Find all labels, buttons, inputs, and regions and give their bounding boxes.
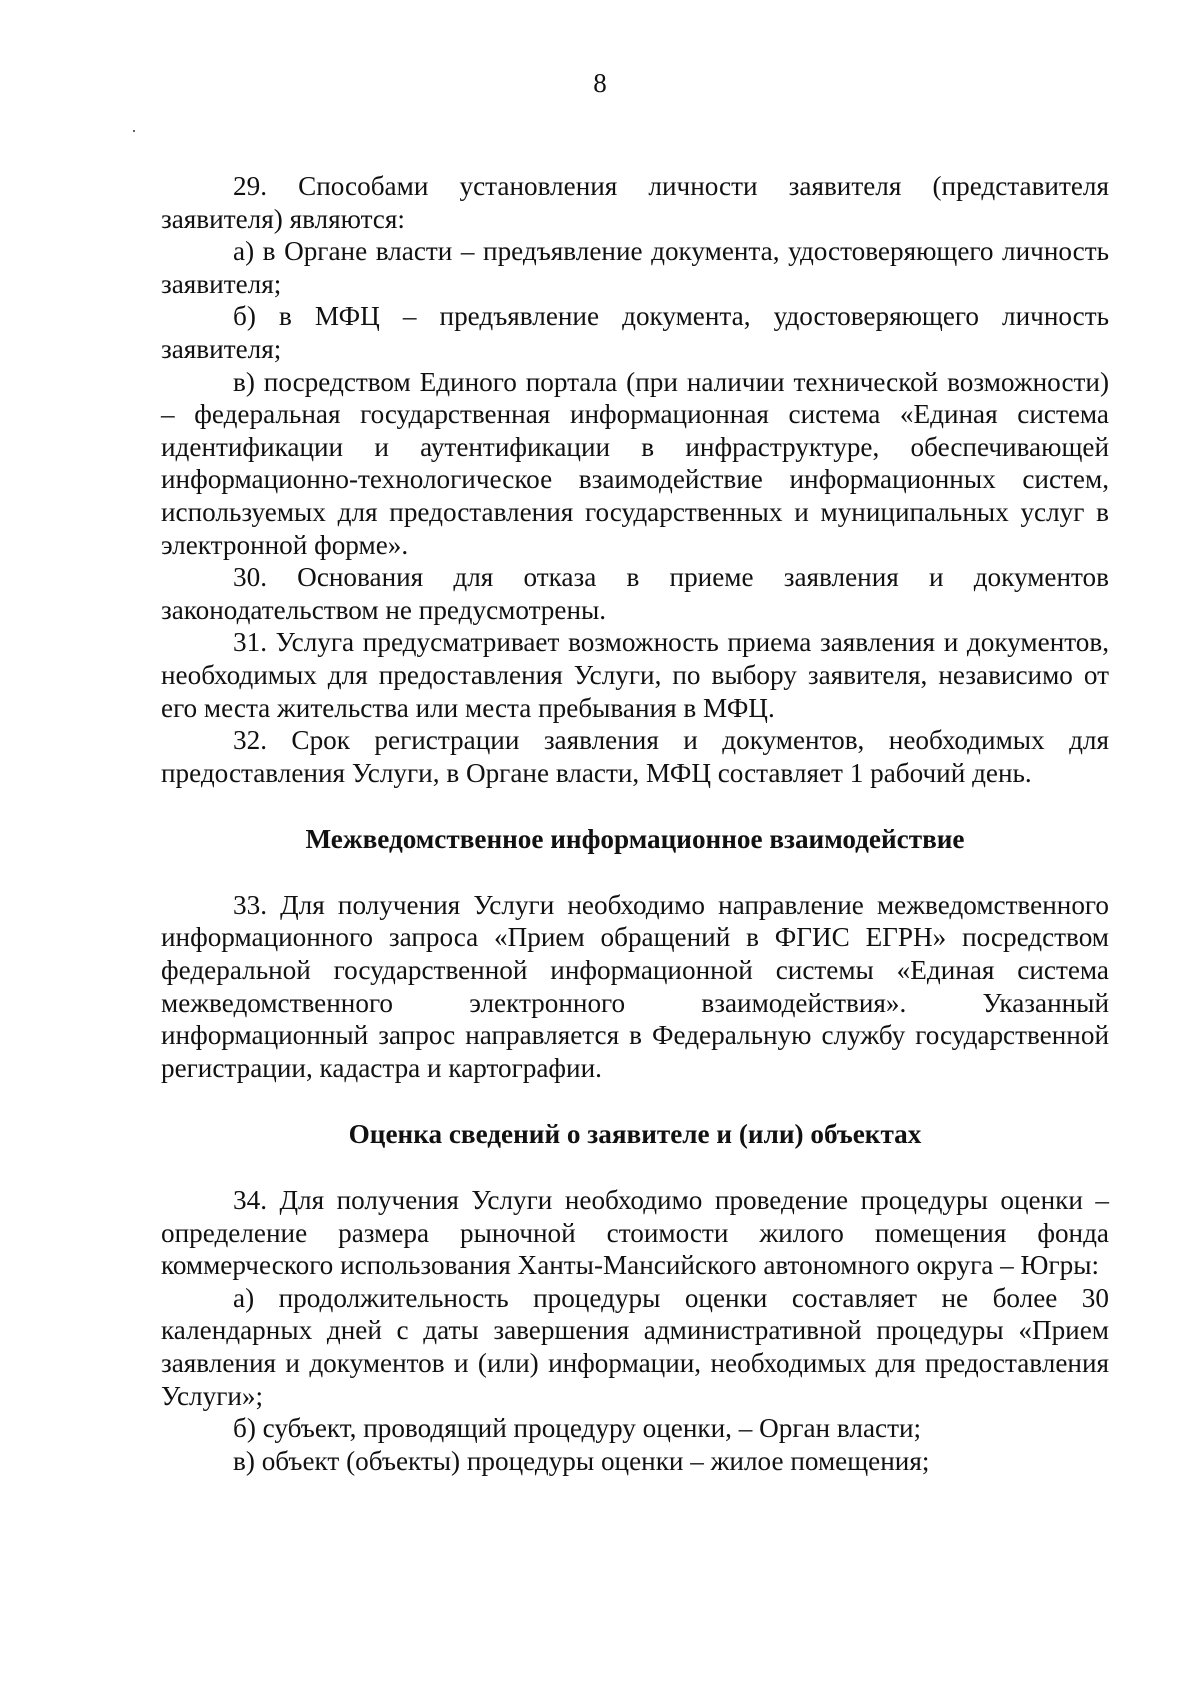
paragraph-34v: в) объект (объекты) процедуры оценки – жилое помещения; bbox=[233, 1445, 930, 1476]
paragraph-29b: б) в МФЦ – предъявление документа, удостоверяющего личность заявителя; bbox=[161, 301, 1109, 364]
paragraph-33: 33. Для получения Услуги необходимо направление межведомственного информационного запроса «Прием обращений в ФГИС ЕГРН» посредством федеральной государственной информационной системы «Единая система межведомственного электронного взаимодействия». Указанный информационный запрос направляется в Федеральную службу государственной регистрации, кадастра и картографии. bbox=[161, 889, 1109, 1083]
paragraph-29a: а) в Органе власти – предъявление документа, удостоверяющего личность заявителя; bbox=[161, 236, 1109, 299]
page-number: 8 bbox=[593, 68, 607, 98]
paragraph-34: 34. Для получения Услуги необходимо проведение процедуры оценки – определение размера рыночной стоимости жилого помещения фонда коммерческого использования Ханты-Мансийского автономного округа – Югры: bbox=[161, 1185, 1109, 1281]
section-heading-assessment: Оценка сведений о заявителе и (или) объектах bbox=[348, 1119, 922, 1150]
paragraph-29v: в) посредством Единого портала (при наличии технической возможности) – федеральная государственная информационная система «Единая система идентификации и аутентификации в инфраструктуре, обеспечивающей информационно-технологическое взаимодействие информационных систем, используемых для предоставления государственных и муниципальных услуг в электронной форме». bbox=[161, 366, 1109, 560]
paragraph-31: 31. Услуга предусматривает возможность приема заявления и документов, необходимых для предоставления Услуги, по выбору заявителя, независимо от его места жительства или места пребывания в МФЦ. bbox=[161, 627, 1109, 723]
document-body bbox=[161, 170, 1109, 1477]
paragraph-34b: б) субъект, проводящий процедуру оценки, – Орган власти; bbox=[233, 1413, 922, 1444]
paragraph-30: 30. Основания для отказа в приеме заявления и документов законодательством не предусмотрены. bbox=[161, 562, 1109, 625]
section-heading-interagency: Межведомственное информационное взаимодействие bbox=[305, 824, 965, 855]
scan-speck bbox=[133, 130, 135, 132]
paragraph-32: 32. Срок регистрации заявления и документов, необходимых для предоставления Услуги, в Органе власти, МФЦ составляет 1 рабочий день. bbox=[161, 725, 1109, 788]
paragraph-34a: а) продолжительность процедуры оценки составляет не более 30 календарных дней с даты завершения административной процедуры «Прием заявления и документов и (или) информации, необходимых для предоставления Услуги»; bbox=[161, 1282, 1109, 1411]
paragraph-29: 29. Способами установления личности заявителя (представителя заявителя) являются: bbox=[161, 171, 1109, 234]
